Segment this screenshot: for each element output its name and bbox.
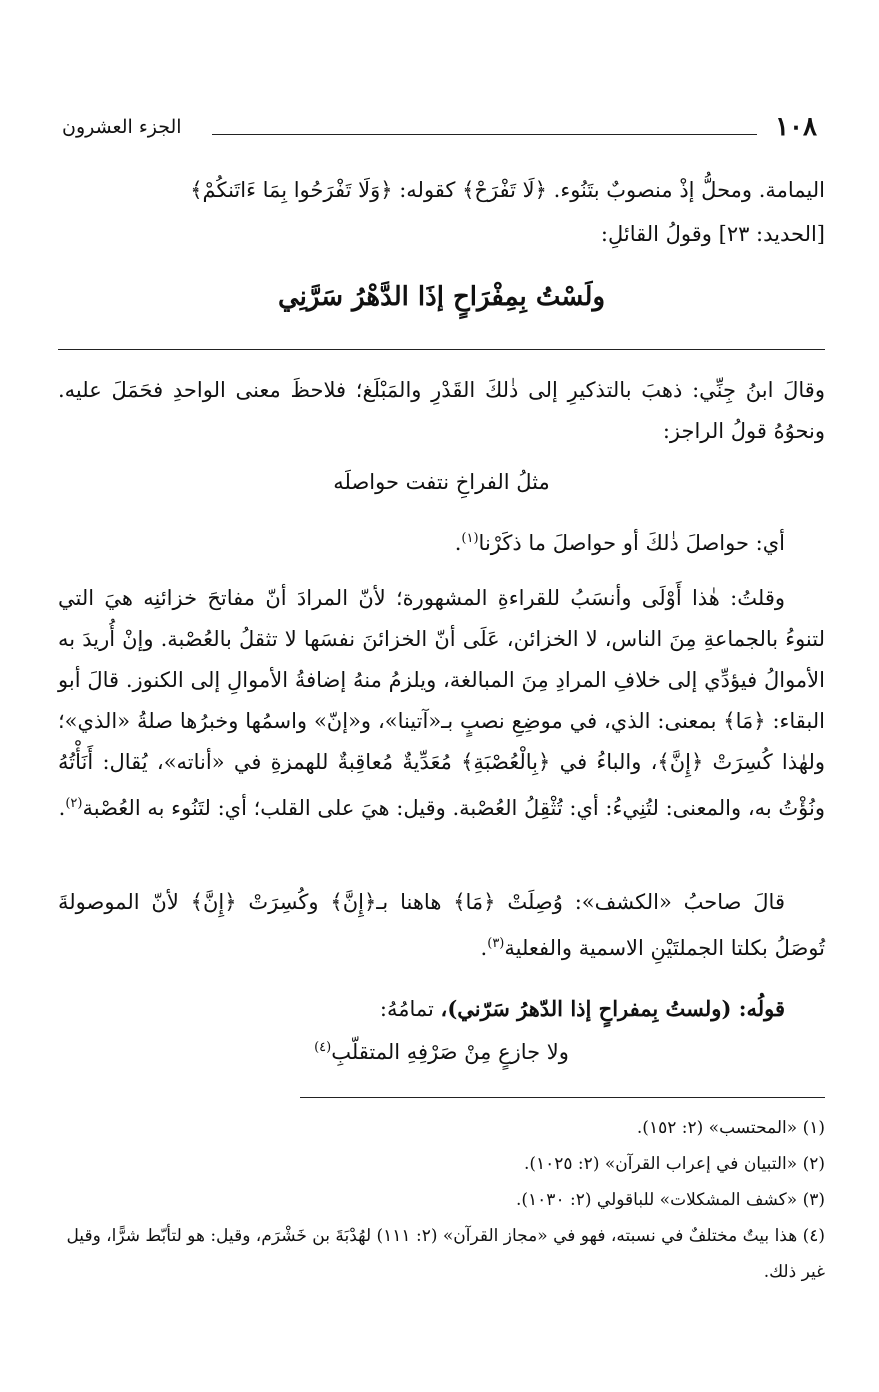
page-number: ١٠٨ <box>775 112 817 142</box>
footnote-ref-3: (٣) <box>487 936 505 951</box>
paragraph-ibn-jinni: وقالَ ابنُ جِنِّي: ذهبَ بالتذكيرِ إلى ذٰلكَ القَدْرِ والمَبْلَغ؛ فلاحظَ معنى الواحدِ فحَمَلَ عليه. ونحوُهُ قولُ الراجز: <box>58 378 825 443</box>
author-opinion-end: . <box>58 796 66 820</box>
qawluh-lemma: قولُه: (ولستُ بِمفراحٍ إذا الدّهرُ سَرّني)، <box>440 996 785 1021</box>
explanation-end: . <box>454 531 462 555</box>
footnote-4: (٤) هذا بيتٌ مختلفٌ في نسبته، فهو في «مجاز القرآن» (٢: ١١١) لهُدْبَةَ بن خَشْرَم، وقيل: هو لتأبّط شرًّا، وقيل غير ذلك. <box>66 1226 825 1282</box>
verse-completion-text: ولا جازعٍ مِنْ صَرْفِهِ المتقلّبِ <box>331 1040 569 1064</box>
header-rule <box>212 134 757 135</box>
author-opinion-text: وقلتُ: هٰذا أَوْلَى وأنسَبُ للقراءةِ المشهورة؛ لأنّ المرادَ أنّ مفاتحَ خزائنِه هيَ التي لتنوءُ بالجماعةِ مِنَ الناس، لا الخزائن، عَلَى أنّ الخزائنَ نفسَها لا تثقلُ بالعُصْبة. وإنْ أُريدَ به الأموالُ فيؤدِّي إلى خلافِ المرادِ مِنَ المبالغة، ويلزمُ منهُ إضافةُ الأموالِ إلى الكنوز. قالَ أبو البقاء: ﴿مَا﴾ بمعنى: الذي، في موضِعِ نصبٍ بـ«آتينا»، و«إنّ» واسمُها وخبرُها صلةُ «الذي»؛ ولهٰذا كُسِرَتْ ﴿إِنَّ﴾، والباءُ في ﴿بِالْعُصْبَةِ﴾ مُعَدِّيةٌ مُعاقِبةٌ للهمزةِ في «أناته»، يُقال: أَنَأْتُهُ ونُؤْتُ به، والمعنى: لتُنِيءُ: أي: تُثْقِلُ العُصْبة. وقيل: هيَ على القلب؛ أي: لتَنُوء به العُصْبة <box>58 586 825 820</box>
top-line-1: اليمامة. ومحلُّ إذْ منصوبٌ بتَنُوء. ﴿لَا تَفْرَحْ﴾ كقوله: ﴿وَلَا تَفْرَحُوا بِمَا ءَاتَنكُمْ﴾ <box>190 178 825 202</box>
top-line-2: [الحديد: ٢٣] وقولُ القائلِ: <box>600 222 825 246</box>
qawluh-rest: تمامُهُ: <box>379 997 441 1021</box>
kashf-end: . <box>480 936 488 960</box>
part-title: الجزء العشرون <box>62 116 182 138</box>
explanation-text: أي: حواصلَ ذٰلكَ أو حواصلَ ما ذكَرْنا <box>478 531 785 555</box>
verse-completion <box>58 1040 825 1064</box>
footnote-ref-1: (١) <box>461 531 479 546</box>
footnote-ref-4: (٤) <box>314 1040 332 1055</box>
footnote-1: (١) «المحتسب» (٢: ١٥٢). <box>636 1118 825 1138</box>
paragraph-author-opinion <box>58 578 825 829</box>
footnote-ref-2: (٢) <box>65 796 83 811</box>
paragraph-qawluh <box>58 988 825 1030</box>
rajaz-verse: مثلُ الفراخِ نتفت حواصلَه <box>333 470 550 494</box>
verse-line: ولَسْتُ بِمِفْرَاحٍ إذَا الدَّهْرُ سَرَّنِي <box>277 282 606 312</box>
section-divider <box>58 349 825 350</box>
running-header <box>62 112 817 152</box>
paragraph-kashf <box>58 882 825 969</box>
footnote-2: (٢) «التبيان في إعراب القرآن» (٢: ١٠٢٥). <box>523 1154 825 1174</box>
kashf-text: قالَ صاحبُ «الكشف»: وُصِلَتْ ﴿مَا﴾ هاهنا بـ﴿إِنَّ﴾ وكُسِرَتْ ﴿إِنَّ﴾ لأنّ الموصولةَ تُوصَلُ بكلتا الجملتَيْنِ الاسمية والفعلية <box>58 890 825 960</box>
footnote-3: (٣) «كشف المشكلات» للباقولي (٢: ١٠٣٠). <box>516 1190 825 1210</box>
footnote-divider <box>300 1097 825 1098</box>
paragraph-explanation <box>58 518 825 564</box>
